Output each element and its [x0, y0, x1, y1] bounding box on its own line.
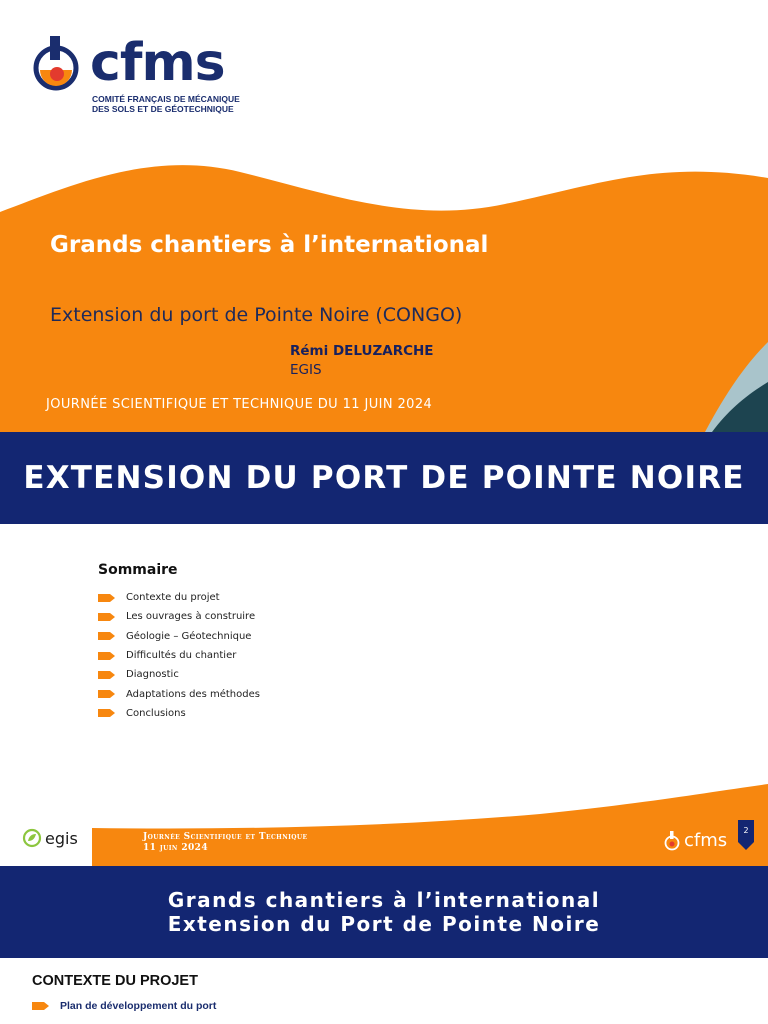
cfms-logo-word: cfms — [90, 33, 225, 93]
egis-logo — [22, 828, 78, 848]
arrow-bullet-icon — [98, 652, 115, 660]
egis-leaf-icon — [22, 828, 42, 848]
author-organization: EGIS — [290, 362, 322, 378]
list-item: Diagnostic — [98, 665, 260, 684]
cfms-logo-subtitle: COMITÉ FRANÇAIS DE MÉCANIQUE DES SOLS ET DE GÉOTECHNIQUE — [92, 94, 240, 114]
presentation-title: Grands chantiers à l’international — [50, 232, 489, 258]
title-slide — [0, 0, 768, 432]
list-item: Plan de développement du port — [32, 1000, 216, 1012]
arrow-bullet-icon — [32, 1002, 49, 1010]
slide3-banner — [0, 866, 768, 958]
section-banner — [0, 432, 768, 524]
list-item: Conclusions — [98, 704, 260, 723]
slide3-banner-line1: Grands chantiers à l’international — [167, 888, 601, 912]
cfms-logo-icon — [664, 831, 682, 851]
list-item: Contexte du projet — [98, 588, 260, 607]
presentation-subtitle: Extension du port de Pointe Noire (CONGO) — [50, 304, 463, 326]
list-item: Les ouvrages à construire — [98, 607, 260, 626]
cfms-logo — [30, 32, 240, 118]
footer-cfms-logo — [664, 830, 727, 851]
section-heading: CONTEXTE DU PROJET — [32, 973, 198, 989]
list-item: Géologie – Géotechnique — [98, 627, 260, 646]
summary-list — [98, 588, 260, 723]
orange-wave — [0, 165, 768, 432]
footer-orange-wave — [0, 774, 768, 866]
cfms-logo-icon — [30, 34, 86, 96]
egis-logo-word: egis — [45, 828, 78, 848]
footer-event-line2: 11 juin 2024 — [143, 843, 209, 853]
page-number: 2 — [743, 826, 749, 835]
author-name: Rémi DELUZARCHE — [290, 343, 434, 359]
footer-cfms-word: cfms — [684, 830, 728, 851]
footer-event-line1: Journée Scientifique et Technique — [143, 832, 308, 842]
arrow-bullet-icon — [98, 690, 115, 698]
event-label: JOURNÉE SCIENTIFIQUE ET TECHNIQUE DU 11 JUIN 2024 — [46, 397, 433, 412]
arrow-bullet-icon — [98, 671, 115, 679]
summary-heading: Sommaire — [98, 562, 178, 578]
list-item: Difficultés du chantier — [98, 646, 260, 665]
list-item: Adaptations des méthodes — [98, 684, 260, 703]
summary-slide — [0, 524, 768, 866]
arrow-bullet-icon — [98, 594, 115, 602]
arrow-bullet-icon — [98, 709, 115, 717]
page-number-badge-icon — [738, 820, 754, 850]
banner-title: EXTENSION DU PORT DE POINTE NOIRE — [23, 460, 745, 496]
arrow-bullet-icon — [98, 613, 115, 621]
slide3-banner-line2: Extension du Port de Pointe Noire — [167, 912, 601, 936]
arrow-bullet-icon — [98, 632, 115, 640]
